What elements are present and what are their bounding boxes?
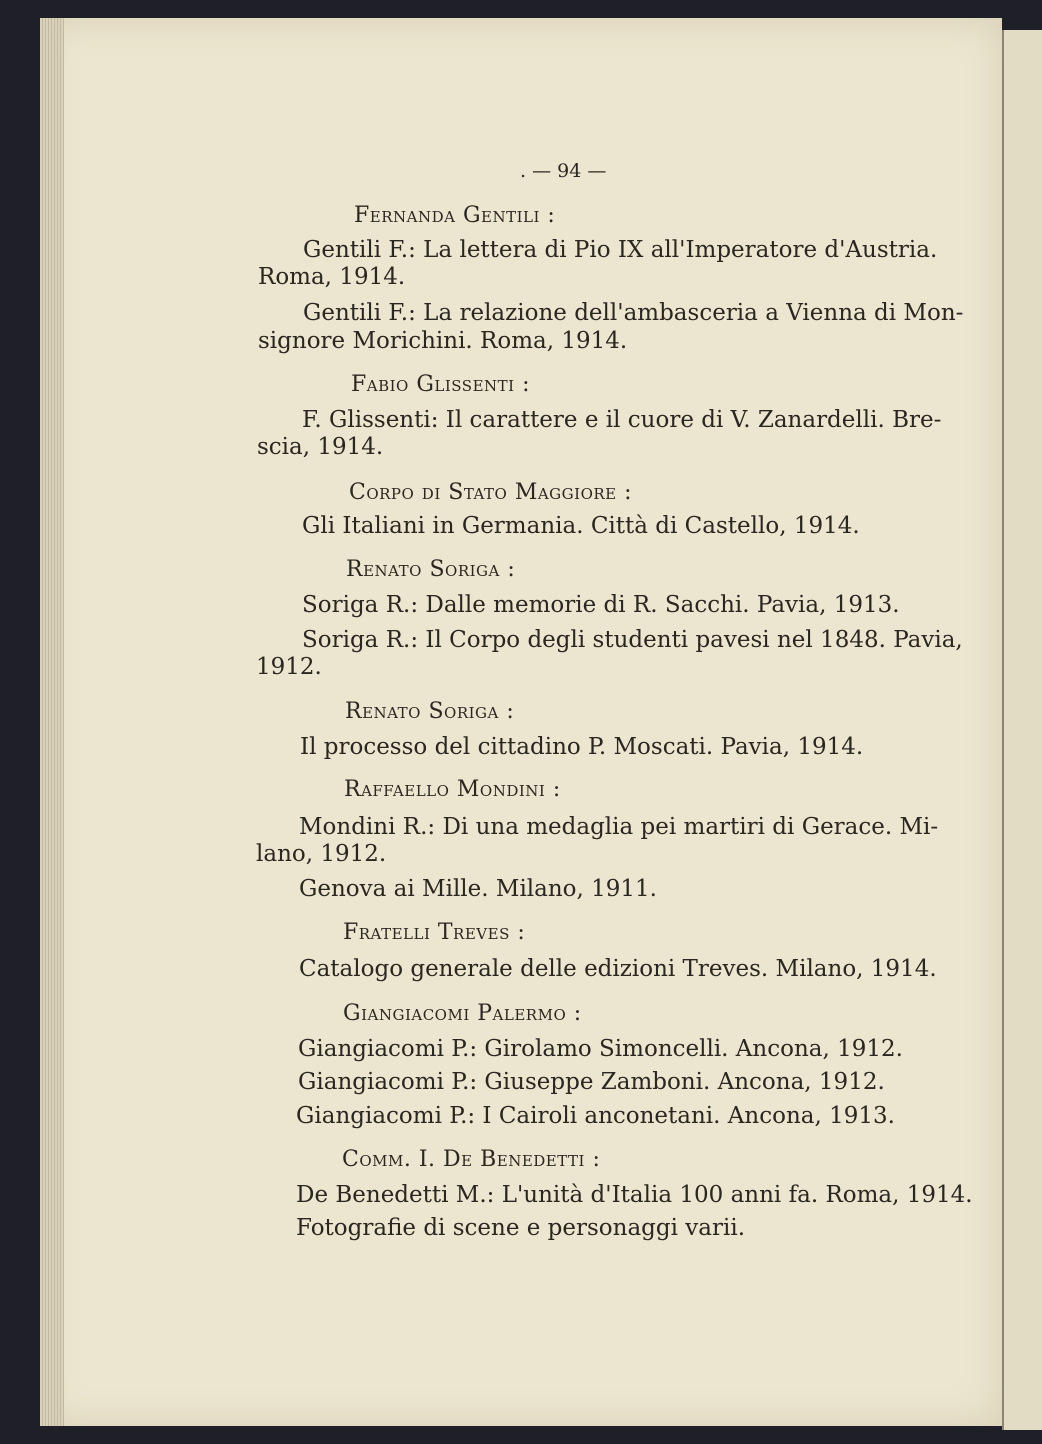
entry-line: Giangiacomi P.: Giuseppe Zamboni. Ancona, 1912.	[298, 1069, 885, 1095]
author-heading: Raffaello Mondini :	[344, 777, 561, 802]
entry-line: Gentili F.: La lettera di Pio IX all'Imperatore d'Austria.	[303, 237, 938, 263]
entry-line: De Benedetti M.: L'unità d'Italia 100 anni fa. Roma, 1914.	[296, 1182, 973, 1208]
page-edges	[40, 18, 64, 1426]
author-heading: Renato Soriga :	[345, 699, 515, 724]
author-heading: Fernanda Gentili :	[354, 203, 556, 228]
entry-line: scia, 1914.	[257, 434, 384, 460]
entry-line: Fotografie di scene e personaggi varii.	[296, 1215, 746, 1241]
author-heading: Comm. I. De Benedetti :	[342, 1147, 601, 1172]
entry-line: Soriga R.: Il Corpo degli studenti pavesi nel 1848. Pavia,	[302, 627, 963, 653]
entry-line: Il processo del cittadino P. Moscati. Pavia, 1914.	[300, 734, 864, 760]
entry-line: Roma, 1914.	[258, 264, 406, 290]
entry-line: F. Glissenti: Il carattere e il cuore di V. Zanardelli. Bre-	[302, 407, 942, 433]
author-heading: Corpo di Stato Maggiore :	[349, 480, 633, 505]
author-heading: Fabio Glissenti :	[351, 372, 530, 397]
adjacent-page	[1002, 30, 1042, 1430]
entry-line: lano, 1912.	[256, 841, 387, 867]
page-number: . — 94 —	[520, 160, 607, 182]
entry-line: Gli Italiani in Germania. Città di Castello, 1914.	[302, 513, 860, 539]
entry-line: Soriga R.: Dalle memorie di R. Sacchi. Pavia, 1913.	[302, 592, 900, 618]
entry-line: 1912.	[256, 654, 322, 680]
author-heading: Fratelli Treves :	[343, 920, 526, 945]
entry-line: Catalogo generale delle edizioni Treves. Milano, 1914.	[299, 956, 937, 982]
entry-line: Gentili F.: La relazione dell'ambasceria a Vienna di Mon-	[303, 300, 964, 326]
entry-line: signore Morichini. Roma, 1914.	[258, 328, 628, 354]
entry-line: Genova ai Mille. Milano, 1911.	[299, 876, 657, 902]
author-heading: Giangiacomi Palermo :	[343, 1001, 582, 1026]
author-heading: Renato Soriga :	[346, 557, 516, 582]
entry-line: Mondini R.: Di una medaglia pei martiri di Gerace. Mi-	[299, 814, 939, 840]
entry-line: Giangiacomi P.: Girolamo Simoncelli. Ancona, 1912.	[298, 1036, 903, 1062]
entry-line: Giangiacomi P.: I Cairoli anconetani. Ancona, 1913.	[296, 1103, 895, 1129]
